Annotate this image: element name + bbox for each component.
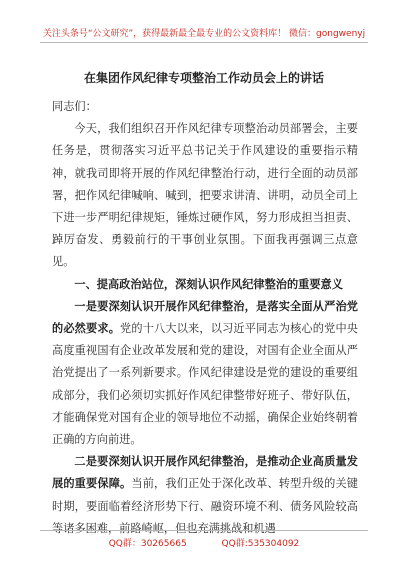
- paragraph-point-1: [52, 296, 358, 451]
- section-heading-1: 一、提高政治站位，深刻认识作风纪律整治的重要意义: [74, 277, 343, 291]
- document-body: [52, 96, 358, 540]
- footer-qq-group-2: QQ群:535304092: [221, 539, 300, 549]
- header-banner: 关注头条号“公文研究”，获得最新最全最专业的公文资料库！ 微信：gongwenyj: [42, 29, 366, 39]
- point-2-lead: 二是要深刻认识开展作风纪律整治，是推动企业高质量发展的重要保障。: [52, 455, 358, 491]
- paragraph-intro: 今天，我们组织召开作风纪律专项整治动员部署会，主要任务是，贯彻落实习近平总书记关于作风建设的重要指示精神，就我司即将开展的作风纪律整治行动，进行全面的动员部署，把作风纪律喊响、喊到，把要求讲清、讲明，动员全司上下进一步严明纪律规矩，锤炼过硬作风，努力形成担当担责、踔厉奋发、勇毅前行的干事创业氛围。下面我再强调三点意见。: [52, 122, 358, 269]
- footer-qq-group-1: QQ群：30265665: [108, 539, 187, 549]
- point-1-lead: 一是要深刻认识开展作风纪律整治，是落实全面从严治党的必然要求。: [52, 299, 358, 336]
- salutation: 同志们：: [52, 100, 97, 113]
- header-divider: [40, 42, 368, 43]
- paragraph-point-2: [52, 451, 358, 540]
- footer-contacts: [0, 536, 408, 549]
- point-1-text: 党的十八大以来，以习近平同志为核心的党中央高度重视国有企业改革发展和党的建设，对国有企业全面从严治党提出了一系列新要求。作风纪律建设是党的建设的重要组成部分，我们必须切实抓好作风纪律整带好班子、带好队伍，才能确保党对国有企业的领导地位不动摇，确保企业始终朝着正确的方向前进。: [52, 322, 358, 447]
- footer-divider: [40, 530, 368, 531]
- document-title: 在集团作风纪律专项整治工作动员会上的讲话: [83, 71, 324, 85]
- point-2-text: 当前，我们正处于深化改革、转型升级的关键时期，要面临着经济形势下行、融资环境不利、债务风险较高等诸多困难，前路崎岖，但也充满挑战和机遇: [52, 477, 358, 535]
